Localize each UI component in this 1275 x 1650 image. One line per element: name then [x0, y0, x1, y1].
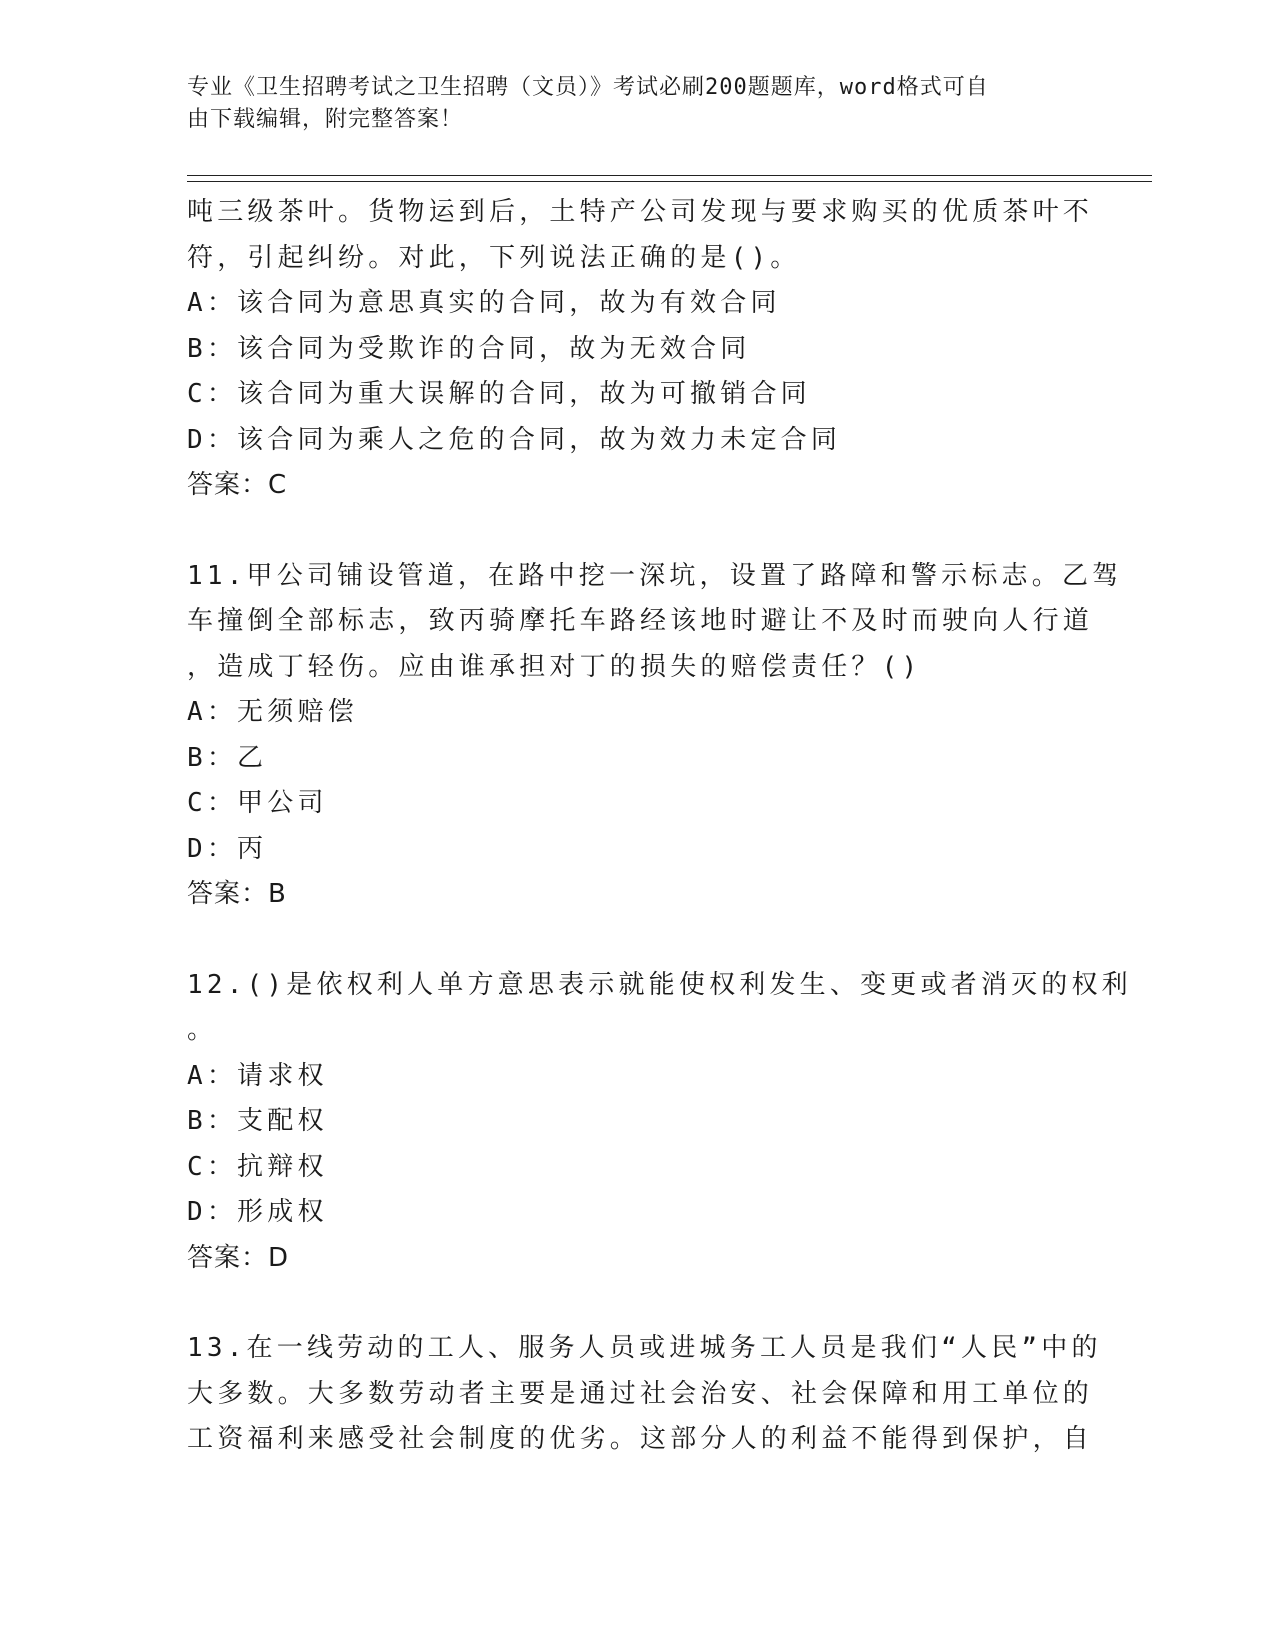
option-b: B：乙: [187, 742, 268, 773]
question-13: [187, 1326, 1102, 1463]
question-text-line: ，造成丁轻伤。应由谁承担对丁的损失的赔偿责任？(): [187, 651, 922, 682]
option-a: A：请求权: [187, 1060, 328, 1091]
header-divider-top: [187, 175, 1152, 176]
question-spacer: [187, 509, 1077, 554]
option-c: C：抗辩权: [187, 1151, 328, 1182]
question-text-line: 11.甲公司铺设管道，在路中挖一深坑，设置了路障和警示标志。乙驾: [187, 560, 1123, 591]
question-10: [187, 190, 1094, 509]
option-d: D：该合同为乘人之危的合同，故为效力未定合同: [187, 424, 842, 455]
header-divider-bottom: [187, 181, 1152, 182]
question-11: [187, 554, 1123, 918]
document-body: [187, 190, 1132, 1463]
question-spacer: [187, 1281, 1077, 1326]
question-text-line: 13.在一线劳动的工人、服务人员或进城务工人员是我们“人民”中的: [187, 1333, 1102, 1363]
option-a: A：无须赔偿: [187, 697, 358, 727]
option-d: D：丙: [187, 833, 268, 864]
option-c: C：该合同为重大误解的合同，故为可撤销合同: [187, 379, 811, 409]
option-b: B：该合同为受欺诈的合同，故为无效合同: [187, 333, 751, 364]
question-text-line: 车撞倒全部标志，致丙骑摩托车路经该地时避让不及时而驶向人行道: [187, 606, 1094, 636]
document-header: [187, 72, 1067, 136]
answer-line: 答案：C: [187, 470, 288, 500]
question-text-line: 符，引起纠纷。对此，下列说法正确的是()。: [187, 242, 801, 273]
question-text-line: 大多数。大多数劳动者主要是通过社会治安、社会保障和用工单位的: [187, 1378, 1094, 1409]
header-line-1: 专业《卫生招聘考试之卫生招聘（文员）》考试必刷200题题库，word格式可自: [187, 75, 989, 100]
option-a: A：该合同为意思真实的合同，故为有效合同: [187, 288, 781, 318]
answer-line: 答案：D: [187, 1242, 290, 1273]
question-text-line: 工资福利来感受社会制度的优劣。这部分人的利益不能得到保护，自: [187, 1424, 1094, 1454]
question-12: [187, 963, 1132, 1282]
question-spacer: [187, 918, 1077, 963]
question-text-line: 12.()是依权利人单方意思表示就能使权利发生、变更或者消灭的权利: [187, 969, 1132, 1000]
header-line-2: 由下载编辑，附完整答案！: [187, 107, 464, 132]
option-d: D：形成权: [187, 1197, 328, 1227]
answer-line: 答案：B: [187, 879, 287, 909]
option-b: B：支配权: [187, 1106, 328, 1136]
question-text-line: 。: [187, 1015, 218, 1045]
question-text-line: 吨三级茶叶。货物运到后，土特产公司发现与要求购买的优质茶叶不: [187, 197, 1094, 227]
option-c: C：甲公司: [187, 788, 328, 818]
